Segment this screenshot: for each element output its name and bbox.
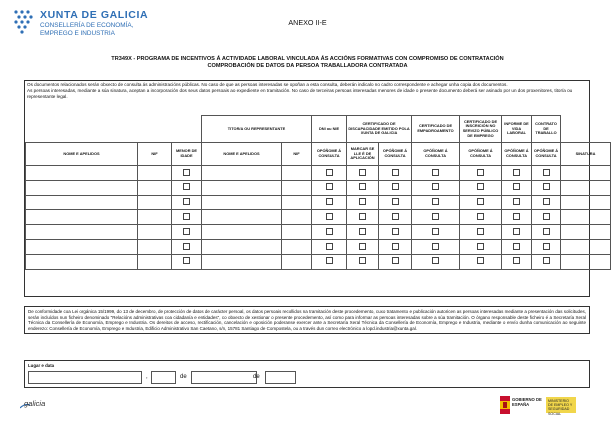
table-cell [412,239,460,254]
table-header-row-2 [26,143,611,166]
table-cell[interactable] [202,239,282,254]
table-cell [532,254,561,269]
procedure-line-2: COMPROBACIÓN DE DATOS DA PERSOA TRABALLADORA CONTRATADA [207,63,408,69]
table-cell[interactable] [202,254,282,269]
intro-paragraph-2: As persoas interesadas, mediante a súa sinatura, aceptan a incorporación dos seus datos persoais ao expediente en tramitación. No caso de terceiras persoas interesadas menores de idade o presente documento deberá ser asinado por un dos proxenitores, titor/a ou representante legal. [27,87,573,99]
table-cell[interactable] [138,239,172,254]
checkbox[interactable] [183,243,190,250]
table-cell [312,210,347,225]
checkbox[interactable] [513,169,520,176]
checkbox[interactable] [392,257,399,264]
table-cell[interactable] [282,225,312,240]
table-cell [347,225,379,240]
checkbox[interactable] [543,213,550,220]
checkbox[interactable] [432,183,439,190]
checkbox[interactable] [359,243,366,250]
table-cell [502,210,532,225]
checkbox[interactable] [183,198,190,205]
header-oppose-inscricion: OPÓÑOME Á CONSULTA [460,143,502,166]
table-cell[interactable] [282,180,312,195]
table-cell[interactable] [202,225,282,240]
table-cell [460,166,502,181]
table-cell [172,225,202,240]
table-cell [347,210,379,225]
header-oppose-empadronamento: OPÓÑOME Á CONSULTA [412,143,460,166]
header-oppose-dni: OPÓÑOME Á CONSULTA [312,143,347,166]
checkbox[interactable] [477,257,484,264]
table-cell [347,239,379,254]
table-cell [412,210,460,225]
checkbox[interactable] [543,257,550,264]
table-cell[interactable] [282,210,312,225]
header-mark-discapacidade: MARCAR SE LLE É DE APLICACIÓN [347,143,379,166]
checkbox[interactable] [359,198,366,205]
table-cell [532,210,561,225]
table-cell[interactable] [282,195,312,210]
checkbox[interactable] [183,257,190,264]
consent-section [24,80,596,297]
checkbox[interactable] [392,198,399,205]
checkbox[interactable] [326,169,333,176]
checkbox[interactable] [432,243,439,250]
table-cell[interactable] [282,254,312,269]
table-row [26,225,611,240]
table-header-row-1 [26,116,611,143]
checkbox[interactable] [477,243,484,250]
checkbox[interactable] [183,228,190,235]
table-cell [172,166,202,181]
table-cell[interactable] [138,225,172,240]
table-cell [172,195,202,210]
gov-spain-text: GOBIERNO DE ESPAÑA [512,397,542,407]
checkbox[interactable] [543,183,550,190]
table-cell [460,254,502,269]
table-cell [312,254,347,269]
table-cell [532,180,561,195]
ministry-text: MINISTERIO DE EMPLEO Y SEGURIDAD SOCIAL [546,397,576,413]
header-blank-left [26,116,202,143]
table-cell [412,195,460,210]
header-name: NOME E APELIDOS [26,143,138,166]
table-cell[interactable] [202,180,282,195]
checkbox[interactable] [359,169,366,176]
table-cell[interactable] [26,195,138,210]
checkbox[interactable] [432,257,439,264]
table-cell[interactable] [26,254,138,269]
checkbox[interactable] [183,213,190,220]
page-header [0,0,615,52]
logo-subtitle-1: CONSELLERÍA DE ECONOMÍA, [40,22,134,29]
header-minor: MENOR DE IDADE [172,143,202,166]
checkbox[interactable] [359,183,366,190]
table-cell [312,195,347,210]
table-cell[interactable] [282,166,312,181]
intro-paragraph-1: Os documentos relacionados serán obxecto de consulta ás administracións públicas. No caso de que as persoas interesadas se opoñan a esta consulta, deberán indicalo no cadro correspondente e achegar unha copia dos documentos. [27,82,508,87]
table-cell [312,225,347,240]
header-empadronamento: CERTIFICADO DE EMPADROAMENTO [412,116,460,143]
table-cell[interactable] [138,180,172,195]
spain-coat-of-arms-icon [500,396,510,414]
table-cell [460,225,502,240]
table-cell [379,180,412,195]
table-cell [379,225,412,240]
table-cell[interactable] [26,180,138,195]
procedure-line-1: TR349X - PROGRAMA DE INCENTIVOS Á ACTIVIDADE LABORAL VINCULADA ÁS ACCIÓNS FORMATIVAS CON COMPROMISO DE CONTRATACIÓN [111,56,504,62]
checkbox[interactable] [392,183,399,190]
table-cell [412,166,460,181]
table-row [26,180,611,195]
header-tutor: TITOR/A OU REPRESENTANTE [202,116,312,143]
checkbox[interactable] [432,169,439,176]
table-cell[interactable] [561,180,611,195]
checkbox[interactable] [543,198,550,205]
checkbox[interactable] [543,169,550,176]
table-cell [347,195,379,210]
intro-text [27,82,587,99]
table-cell[interactable] [138,166,172,181]
government-logo [500,394,580,416]
header-oppose-discapacidade: OPÓÑOME Á CONSULTA [379,143,412,166]
table-cell [532,225,561,240]
table-cell [412,225,460,240]
header-signature: SINATURA [561,143,611,166]
place-input[interactable] [28,371,142,384]
checkbox[interactable] [477,169,484,176]
checkbox[interactable] [477,198,484,205]
header-vida-laboral: INFORME DE VIDA LABORAL [502,116,532,143]
table-cell [460,195,502,210]
header-dni: DNI ou NIE [312,116,347,143]
table-cell [502,239,532,254]
checkbox[interactable] [513,228,520,235]
table-cell[interactable] [561,239,611,254]
checkbox[interactable] [543,243,550,250]
table-cell [172,210,202,225]
checkbox[interactable] [392,243,399,250]
table-cell [172,254,202,269]
table-cell [379,254,412,269]
checkbox[interactable] [513,198,520,205]
checkbox[interactable] [513,183,520,190]
logo-name: XUNTA DE GALICIA [40,9,149,21]
checkbox[interactable] [359,257,366,264]
table-cell [502,254,532,269]
table-cell [347,166,379,181]
table-cell [347,254,379,269]
checkbox[interactable] [543,228,550,235]
checkbox[interactable] [477,183,484,190]
checkbox[interactable] [326,213,333,220]
table-cell[interactable] [202,195,282,210]
table-cell [172,239,202,254]
table-cell [312,180,347,195]
table-cell[interactable] [26,225,138,240]
header-discapacidade: CERTIFICADO DE DISCAPACIDADE EMITIDO POLA XUNTA DE GALICIA [347,116,412,143]
galicia-logo: galicia [24,399,46,408]
procedure-title [0,56,615,70]
checkbox[interactable] [326,183,333,190]
checkbox[interactable] [432,213,439,220]
table-cell [502,195,532,210]
place-date-section [24,360,590,388]
checkbox[interactable] [326,257,333,264]
checkbox[interactable] [513,213,520,220]
annex-title: ANEXO II-E [288,18,327,27]
checkbox[interactable] [392,169,399,176]
logo-subtitle-2: EMPREGO E INDUSTRIA [40,30,115,37]
table-cell [412,180,460,195]
table-cell [312,166,347,181]
checkbox[interactable] [513,243,520,250]
month-input[interactable] [191,371,257,384]
table-cell[interactable] [26,166,138,181]
header-nif: NIF [138,143,172,166]
table-cell [460,180,502,195]
header-tutor-nif: NIF [282,143,312,166]
table-cell[interactable] [138,210,172,225]
table-cell[interactable] [138,254,172,269]
header-contrato: CONTRATO DE TRABALLO [532,116,561,143]
privacy-notice: De conformidade coa Lei orgánica 15/1999, do 13 de decembro, de protección de datos de carácter persoal, os datos persoais recollidos na tramitación deste procedemento, cuxo tratamento e publicación autoricen as persoas interesadas mediante a presentación das solicitudes, serán incluídos nun ficheiro denominado "Relacións administrativas coa cidadanía e entidades", co obxecto de xestionar o presente procedemento, así como para informar as persoas interesadas sobre a súa tramitación. O órgano responsable deste ficheiro é a Secretaría Xeral Técnica da Consellería de Economía, Emprego e Industria. Os dereitos de acceso, rectificación, cancelación e oposición poderanse exercer ante a Secretaría Xeral Técnica da Consellería de Economía, Emprego e Industria, mediante o envío dunha comunicación ao seguinte enderezo: Consellería de Economía, Emprego e Industria, Edificio Administrativo San Caetano, s/n, 15781 Santiago de Compostela, ou a través dun correo electrónico a lopd.industria@xunta.gal. [24,306,590,334]
year-input[interactable] [265,371,296,384]
table-cell[interactable] [561,195,611,210]
header-oppose-vida: OPÓÑOME Á CONSULTA [502,143,532,166]
checkbox[interactable] [183,183,190,190]
header-blank-right [561,116,611,143]
table-cell[interactable] [138,195,172,210]
table-cell[interactable] [561,210,611,225]
checkbox[interactable] [432,198,439,205]
checkbox[interactable] [326,198,333,205]
checkbox[interactable] [392,213,399,220]
checkbox[interactable] [359,228,366,235]
header-tutor-name: NOME E APELIDOS [202,143,282,166]
table-cell[interactable] [561,225,611,240]
table-cell [412,254,460,269]
table-cell [460,239,502,254]
table-cell [532,166,561,181]
checkbox[interactable] [359,213,366,220]
table-cell[interactable] [202,166,282,181]
table-cell[interactable] [561,254,611,269]
checkbox[interactable] [392,228,399,235]
table-row [26,166,611,181]
checkbox[interactable] [513,257,520,264]
table-row [26,239,611,254]
table-cell [312,239,347,254]
de-separator-1: de [180,374,187,380]
table-cell[interactable] [26,239,138,254]
checkbox[interactable] [477,228,484,235]
table-cell[interactable] [282,239,312,254]
table-cell [532,239,561,254]
table-cell [502,225,532,240]
de-separator-2: de [253,374,260,380]
checkbox[interactable] [432,228,439,235]
checkbox[interactable] [477,213,484,220]
table-cell [460,210,502,225]
table-body [26,166,611,270]
table-row [26,210,611,225]
table-row [26,195,611,210]
table-cell [532,195,561,210]
checkbox[interactable] [326,228,333,235]
checkbox[interactable] [326,243,333,250]
checkbox[interactable] [183,169,190,176]
table-cell[interactable] [26,210,138,225]
table-cell [502,180,532,195]
table-cell[interactable] [202,210,282,225]
table-cell[interactable] [561,166,611,181]
table-cell [379,239,412,254]
table-row [26,254,611,269]
table-cell [502,166,532,181]
consent-table [25,115,611,270]
table-cell [379,195,412,210]
comma-separator: , [146,374,148,380]
place-date-label: Lugar e data [28,363,55,368]
header-oppose-contrato: OPÓÑOME Á CONSULTA [532,143,561,166]
day-input[interactable] [151,371,176,384]
table-cell [347,180,379,195]
header-inscricion: CERTIFICADO DE INSCRICIÓN NO SERVIZO PÚBLICO DE EMPREGO [460,116,502,143]
table-cell [379,166,412,181]
table-cell [379,210,412,225]
table-cell [172,180,202,195]
